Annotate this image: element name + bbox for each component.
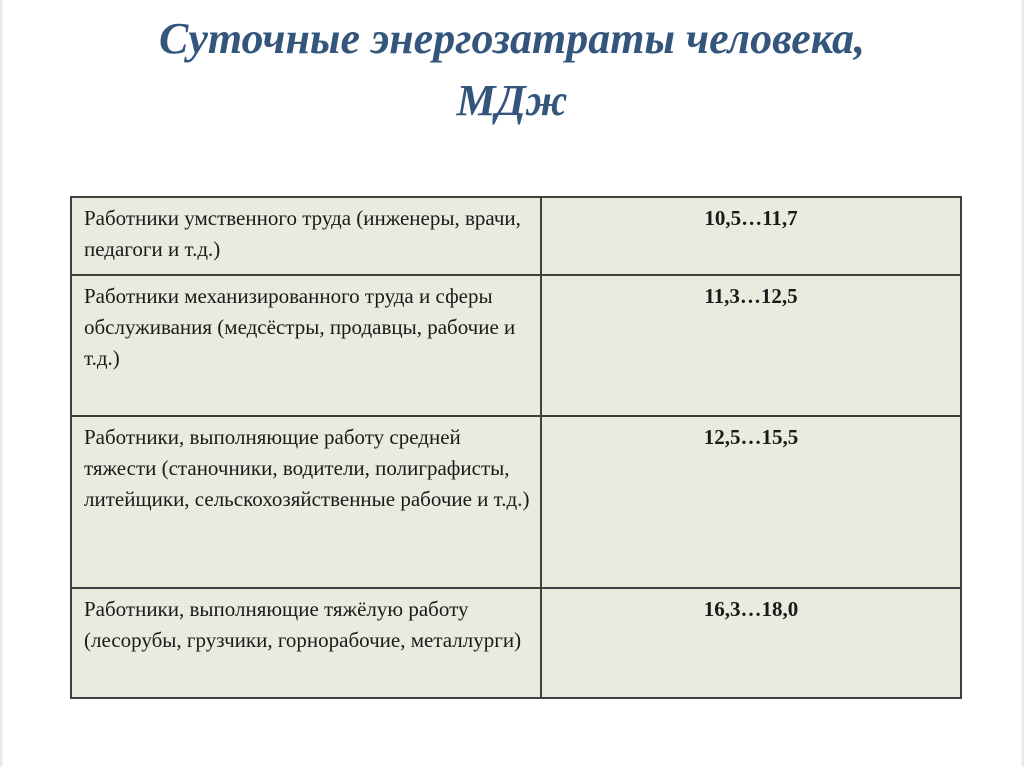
energy-value-cell: 11,3…12,5	[541, 275, 961, 416]
energy-value-cell: 16,3…18,0	[541, 588, 961, 698]
worker-category-cell: Работники умственного труда (инженеры, врачи, педагоги и т.д.)	[71, 197, 541, 275]
table-row	[71, 275, 961, 416]
table-row	[71, 416, 961, 588]
slide-title	[40, 8, 984, 132]
worker-category-cell: Работники механизированного труда и сферы обслуживания (медсёстры, продавцы, рабочие и т.д.)	[71, 275, 541, 416]
slide-title-line-2: МДж	[456, 76, 568, 125]
worker-category-cell: Работники, выполняющие работу средней тяжести (станочники, водители, полиграфисты, литейщики, сельскохозяйственные рабочие и т.д.)	[71, 416, 541, 588]
slide-title-line-1: Суточные энергозатраты человека,	[159, 14, 865, 63]
energy-expenditure-table	[70, 196, 962, 699]
slide-left-edge	[0, 0, 3, 767]
worker-category-cell: Работники, выполняющие тяжёлую работу (лесорубы, грузчики, горнорабочие, металлурги)	[71, 588, 541, 698]
table-row	[71, 588, 961, 698]
table-row	[71, 197, 961, 275]
energy-value-cell: 12,5…15,5	[541, 416, 961, 588]
energy-value-cell: 10,5…11,7	[541, 197, 961, 275]
